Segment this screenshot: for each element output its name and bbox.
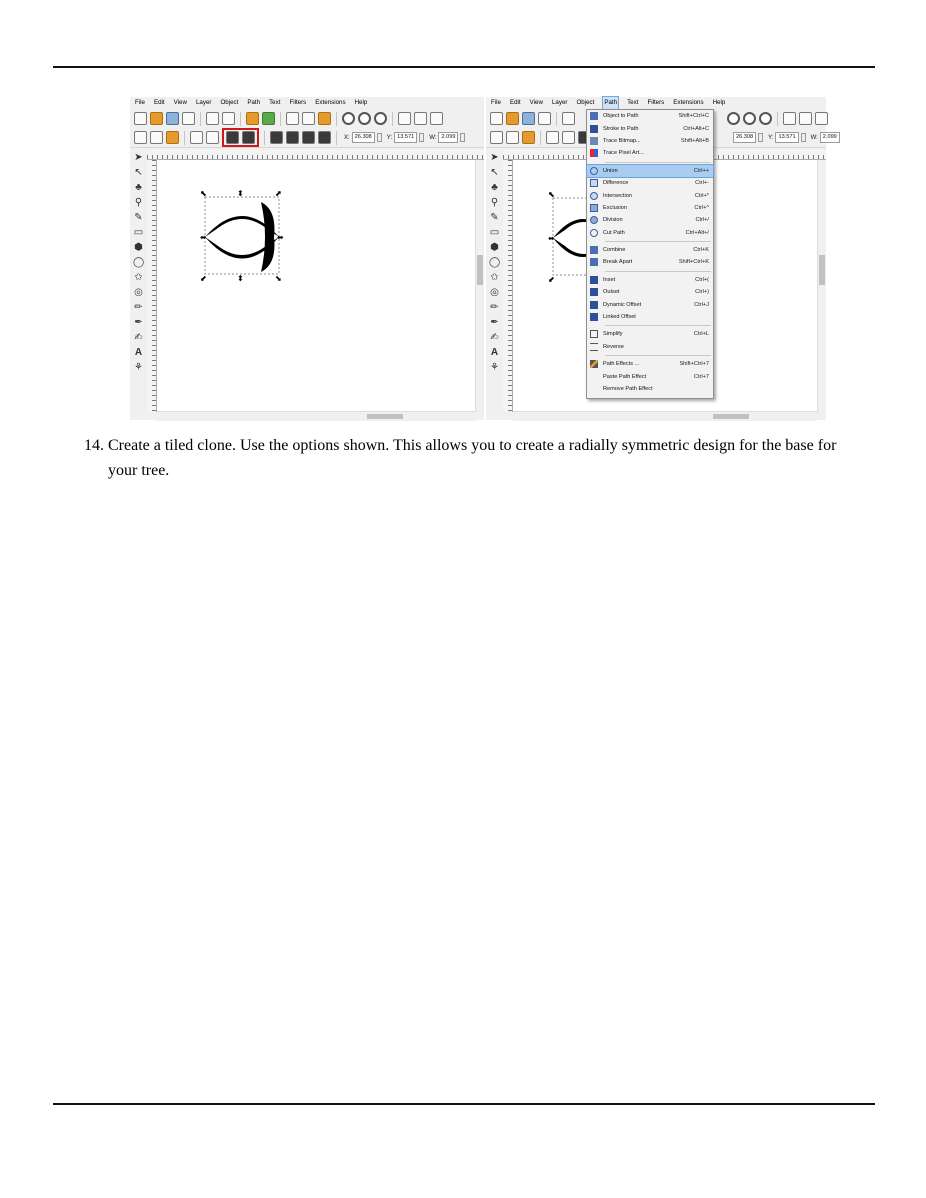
division-icon (590, 216, 598, 224)
flip-vertical-icon[interactable] (242, 131, 255, 144)
menu-separator (605, 355, 711, 356)
menu-path-active[interactable]: Path (603, 97, 618, 109)
svg-text:⬌: ⬌ (548, 234, 555, 243)
deselect-icon[interactable] (166, 131, 179, 144)
clone-icon[interactable] (799, 112, 812, 125)
horizontal-scrollbar[interactable] (513, 411, 817, 421)
menu-extensions[interactable]: Extensions (315, 99, 346, 106)
object-to-path-icon (590, 112, 598, 120)
node-tool-icon[interactable]: ↖ (490, 167, 499, 178)
menu-layer[interactable]: Layer (551, 99, 568, 106)
duplicate-icon[interactable] (783, 112, 796, 125)
unlink-clone-icon[interactable] (430, 112, 443, 125)
paste-icon[interactable] (318, 112, 331, 125)
y-input[interactable]: 13.571 (775, 132, 798, 143)
menu-view[interactable]: View (529, 99, 543, 106)
menu-item-exclusion[interactable]: Exclusion Ctrl+^ (587, 202, 713, 214)
toolbar-separator (184, 131, 185, 145)
star-tool-icon[interactable]: ✩ (490, 272, 499, 283)
toolbar-separator (200, 112, 201, 126)
menu-item-break-apart[interactable]: Break Apart Shift+Ctrl+K (587, 256, 713, 268)
menu-item-trace-bitmap[interactable]: Trace Bitmap... Shift+Alt+B (587, 135, 713, 147)
step-text: Create a tiled clone. Use the options shown. This allows you to create a radially symmetric design for the base for your tree. (108, 437, 837, 479)
menu-separator (605, 241, 711, 242)
zoom-selection-icon[interactable] (342, 112, 355, 125)
path-effects-icon (590, 360, 598, 368)
export-icon[interactable] (222, 112, 235, 125)
flip-horizontal-icon[interactable] (226, 131, 239, 144)
undo-icon[interactable] (246, 112, 259, 125)
bottom-rule (53, 1103, 875, 1105)
import-icon[interactable] (206, 112, 219, 125)
spray-tool-icon[interactable]: ⚘ (134, 362, 143, 373)
menu-item-remove-path-effect[interactable]: Remove Path Effect (603, 386, 653, 392)
menu-item-difference[interactable]: Difference Ctrl+- (587, 177, 713, 189)
pen-tool-icon[interactable]: ✒ (134, 317, 143, 328)
inkscape-screenshot-right (486, 97, 837, 420)
trace-pixel-art-icon (590, 149, 598, 157)
calligraphy-tool-icon[interactable]: ✍ (134, 332, 143, 343)
zoom-page-icon[interactable] (759, 112, 772, 125)
print-icon[interactable] (538, 112, 551, 125)
dynamic-offset-icon (590, 301, 598, 309)
vertical-ruler (147, 160, 157, 412)
menu-help[interactable]: Help (354, 99, 368, 106)
menu-item-outset[interactable]: Outset Ctrl+) (587, 286, 713, 298)
menu-item-intersection[interactable]: Intersection Ctrl+* (587, 189, 713, 201)
open-file-icon[interactable] (150, 112, 163, 125)
x-spinner[interactable] (758, 133, 763, 142)
spiral-tool-icon[interactable]: ◎ (490, 287, 499, 298)
tweak-tool-icon[interactable]: ♣ (135, 182, 142, 193)
lower-icon[interactable] (302, 131, 315, 144)
menu-item-combine[interactable]: Combine Ctrl+K (587, 244, 713, 256)
rectangle-tool-icon[interactable]: ▭ (133, 227, 144, 238)
inkscape-screenshot-left (130, 97, 484, 420)
vertical-ruler (503, 160, 513, 412)
w-label: W: (810, 134, 818, 141)
w-label: W: (429, 134, 437, 141)
toolbar-separator (264, 131, 265, 145)
menu-filters[interactable]: Filters (289, 99, 307, 106)
menu-layer[interactable]: Layer (195, 99, 212, 106)
rotate-cw-icon[interactable] (206, 131, 219, 144)
x-coordinate (733, 132, 763, 143)
reverse-icon (590, 343, 598, 351)
rotate-ccw-icon[interactable] (546, 131, 559, 144)
w-input[interactable]: 2.099 (820, 132, 840, 143)
menu-separator (605, 271, 711, 272)
toolbar-separator (280, 112, 281, 126)
spiral-tool-icon[interactable]: ◎ (134, 287, 143, 298)
menu-object[interactable]: Object (220, 99, 239, 106)
menu-edit[interactable]: Edit (153, 99, 165, 106)
selector-tool-icon[interactable]: ➤ (490, 152, 499, 163)
duplicate-icon[interactable] (398, 112, 411, 125)
svg-text:⬉: ⬉ (548, 190, 555, 199)
menu-item-union[interactable]: Union Ctrl++ (587, 165, 713, 177)
svg-text:⬌: ⬌ (200, 233, 207, 242)
svg-text:⬍: ⬍ (237, 189, 244, 198)
toolbar-separator (777, 112, 778, 126)
tweak-tool-icon[interactable]: ♣ (491, 182, 498, 193)
raise-to-top-icon[interactable] (270, 131, 283, 144)
w-dimension (429, 132, 465, 143)
menu-help[interactable]: Help (712, 99, 726, 106)
menu-file[interactable]: File (135, 99, 145, 106)
menu-filters[interactable]: Filters (647, 99, 665, 106)
3d-box-tool-icon[interactable]: ⬢ (490, 242, 499, 253)
exclusion-icon (590, 204, 598, 212)
unlink-clone-icon[interactable] (815, 112, 828, 125)
rotate-cw-icon[interactable] (562, 131, 575, 144)
measure-tool-icon[interactable]: ✎ (490, 212, 499, 223)
menu-item-simplify[interactable]: Simplify Ctrl+L (587, 328, 713, 340)
ellipse-tool-icon[interactable]: ◯ (133, 257, 145, 268)
break-apart-icon (590, 258, 598, 266)
tool-controls-bar (130, 128, 484, 148)
copy-icon[interactable] (286, 112, 299, 125)
horizontal-ruler (147, 150, 484, 160)
new-document-icon[interactable] (134, 112, 147, 125)
zoom-page-icon[interactable] (374, 112, 387, 125)
text-tool-icon[interactable]: A (134, 347, 143, 358)
intersection-icon (590, 192, 598, 200)
pen-tool-icon[interactable]: ✒ (490, 317, 499, 328)
toolbar-separator (336, 112, 337, 126)
lower-to-bottom-icon[interactable] (318, 131, 331, 144)
raise-icon[interactable] (286, 131, 299, 144)
ellipse-tool-icon[interactable]: ◯ (489, 257, 501, 268)
save-icon[interactable] (522, 112, 535, 125)
svg-text:⬉: ⬉ (200, 189, 207, 198)
zoom-drawing-icon[interactable] (743, 112, 756, 125)
print-icon[interactable] (182, 112, 195, 125)
select-all-layers-icon[interactable] (506, 131, 519, 144)
menu-item-trace-pixel-art[interactable]: Trace Pixel Art... (587, 147, 713, 159)
toolbar-separator (240, 112, 241, 126)
measure-tool-icon[interactable]: ✎ (134, 212, 143, 223)
drawing-canvas[interactable] (157, 160, 475, 412)
3d-box-tool-icon[interactable]: ⬢ (134, 242, 143, 253)
text-tool-icon[interactable]: A (490, 347, 499, 358)
select-all-icon[interactable] (490, 131, 503, 144)
x-input[interactable]: 26.308 (733, 132, 756, 143)
w-spinner[interactable] (460, 133, 465, 142)
zoom-tool-icon[interactable]: ⚲ (490, 197, 499, 208)
svg-text:⬋: ⬋ (548, 275, 555, 284)
toolbar-separator (336, 131, 337, 145)
svg-text:⬍: ⬍ (237, 274, 244, 283)
outset-icon (590, 288, 598, 296)
horizontal-scroll-thumb[interactable] (713, 414, 749, 419)
node-tool-icon[interactable]: ↖ (134, 167, 143, 178)
path-menu-dropdown (586, 109, 714, 399)
rectangle-tool-icon[interactable]: ▭ (489, 227, 500, 238)
combine-icon (590, 246, 598, 254)
y-label: Y: (386, 134, 393, 141)
menu-text[interactable]: Text (269, 99, 281, 106)
x-coordinate (344, 132, 382, 143)
menu-extensions[interactable]: Extensions (673, 99, 704, 106)
svg-text:⬌: ⬌ (277, 233, 284, 242)
pencil-tool-icon[interactable]: ✏ (490, 302, 499, 313)
selector-tool-icon[interactable]: ➤ (134, 152, 143, 163)
commands-toolbar (130, 109, 484, 128)
step-number: 14. (84, 437, 104, 454)
menu-item-reverse[interactable]: Reverse (587, 341, 713, 353)
inset-icon (590, 276, 598, 284)
zoom-drawing-icon[interactable] (358, 112, 371, 125)
save-icon[interactable] (166, 112, 179, 125)
horizontal-scroll-thumb[interactable] (367, 414, 403, 419)
highlighted-flip-buttons (222, 128, 259, 147)
union-icon (590, 167, 598, 175)
star-tool-icon[interactable]: ✩ (134, 272, 143, 283)
top-rule (53, 66, 875, 68)
svg-text:⬈: ⬈ (275, 189, 282, 198)
menu-item-linked-offset[interactable]: Linked Offset (587, 311, 713, 323)
deselect-icon[interactable] (522, 131, 535, 144)
x-label: X: (344, 134, 350, 141)
w-dimension (811, 132, 840, 143)
vertical-scrollbar[interactable] (817, 160, 826, 412)
menu-separator (605, 325, 711, 326)
y-input[interactable]: 13.571 (394, 132, 417, 143)
y-spinner[interactable] (801, 133, 806, 142)
rotate-ccw-icon[interactable] (190, 131, 203, 144)
select-all-icon[interactable] (134, 131, 147, 144)
menu-path[interactable]: Path (247, 99, 261, 106)
open-file-icon[interactable] (506, 112, 519, 125)
vertical-scrollbar[interactable] (475, 160, 484, 412)
cut-path-icon (590, 229, 598, 237)
menu-edit[interactable]: Edit (509, 99, 521, 106)
select-all-layers-icon[interactable] (150, 131, 163, 144)
y-label: Y: (768, 134, 774, 141)
cut-icon[interactable] (302, 112, 315, 125)
vertical-scroll-thumb[interactable] (477, 255, 483, 285)
trace-bitmap-icon (590, 137, 598, 145)
menu-object[interactable]: Object (576, 99, 595, 106)
x-spinner[interactable] (377, 133, 382, 142)
menu-item-cut-path[interactable]: Cut Path Ctrl+Alt+/ (587, 227, 713, 239)
selected-shape[interactable] (157, 160, 475, 412)
toolbox (133, 152, 146, 374)
vertical-scroll-thumb[interactable] (819, 255, 825, 285)
menu-item-path-effects[interactable]: Path Effects ... Shift+Ctrl+7 (587, 358, 713, 370)
simplify-icon (590, 330, 598, 338)
menu-view[interactable]: View (173, 99, 187, 106)
w-input[interactable]: 2.099 (438, 132, 458, 143)
svg-text:⬋: ⬋ (200, 274, 207, 283)
menu-item-dynamic-offset[interactable]: Dynamic Offset Ctrl+J (587, 298, 713, 310)
zoom-selection-icon[interactable] (727, 112, 740, 125)
y-spinner[interactable] (419, 133, 424, 142)
redo-icon[interactable] (262, 112, 275, 125)
menu-file[interactable]: File (491, 99, 501, 106)
difference-icon (590, 179, 598, 187)
pencil-tool-icon[interactable]: ✏ (134, 302, 143, 313)
toolbox (489, 152, 502, 374)
menu-item-object-to-path[interactable]: Object to Path Shift+Ctrl+C (587, 110, 713, 122)
toolbar-separator (392, 112, 393, 126)
new-document-icon[interactable] (490, 112, 503, 125)
import-icon[interactable] (562, 112, 575, 125)
menu-item-division[interactable]: Division Ctrl+/ (587, 214, 713, 226)
x-input[interactable]: 26.308 (352, 132, 375, 143)
stroke-to-path-icon (590, 125, 598, 133)
menu-separator (605, 162, 711, 163)
svg-text:⬊: ⬊ (275, 274, 282, 283)
menu-item-paste-path-effect[interactable]: Paste Path Effect Ctrl+7 (603, 373, 709, 380)
y-coordinate (768, 132, 805, 143)
spray-tool-icon[interactable]: ⚘ (490, 362, 499, 373)
clone-icon[interactable] (414, 112, 427, 125)
calligraphy-tool-icon[interactable]: ✍ (490, 332, 499, 343)
menu-bar (486, 97, 826, 109)
menu-bar (130, 97, 484, 109)
step-caption (84, 433, 864, 483)
linked-offset-icon (590, 313, 598, 321)
menu-item-stroke-to-path[interactable]: Stroke to Path Ctrl+Alt+C (587, 122, 713, 134)
toolbar-separator (540, 131, 541, 145)
horizontal-scrollbar[interactable] (157, 411, 475, 421)
menu-item-inset[interactable]: Inset Ctrl+( (587, 274, 713, 286)
menu-text[interactable]: Text (627, 99, 639, 106)
zoom-tool-icon[interactable]: ⚲ (134, 197, 143, 208)
y-coordinate (387, 132, 424, 143)
toolbar-separator (556, 112, 557, 126)
